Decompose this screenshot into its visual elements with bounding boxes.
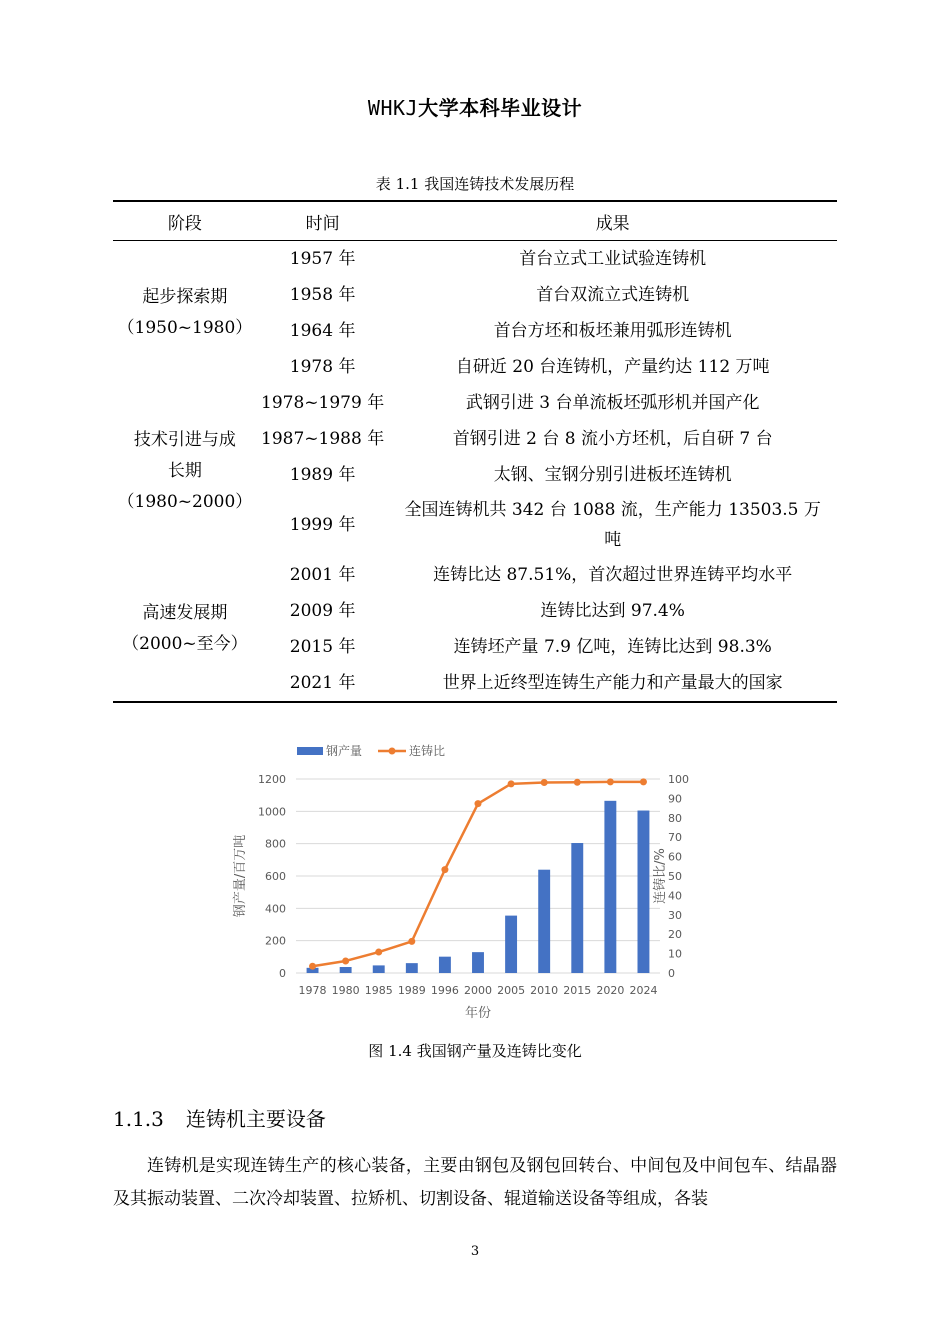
x-tick-label: 2015 — [563, 984, 592, 997]
result-cell: 连铸比达 87.51%，首次超过世界连铸平均水平 — [433, 565, 793, 585]
bar — [340, 967, 352, 973]
stage-period: （1950~1980） — [117, 318, 253, 338]
y-tick-label: 1200 — [258, 773, 286, 786]
bar — [505, 916, 517, 973]
stage-cell-2 — [113, 385, 257, 557]
table-header-row — [113, 201, 837, 241]
section-body-paragraph: 连铸机是实现连铸生产的核心装备，主要由钢包及钢包回转台、中间包及中间包车、结晶器及其振动装置、二次冷却装置、拉矫机、切割设备、辊道输送设备等组成，各装 — [113, 1156, 837, 1209]
header-result: 成果 — [388, 201, 837, 241]
y2-tick-label: 10 — [668, 947, 682, 961]
stage-cell-1 — [113, 241, 257, 386]
line-point — [607, 778, 614, 785]
result-cell: 世界上近终型连铸生产能力和产量最大的国家 — [442, 673, 783, 693]
table-row — [113, 241, 837, 278]
result-cell: 自研近 20 台连铸机，产量约达 112 万吨 — [455, 357, 770, 377]
result-cell: 首台立式工业试验连铸机 — [519, 249, 707, 269]
time-cell: 2015 年 — [289, 637, 356, 657]
line-point — [574, 779, 581, 786]
header-stage: 阶段 — [113, 201, 257, 241]
time-cell: 1978 年 — [289, 357, 356, 377]
table-row — [113, 385, 837, 421]
time-cell: 1989 年 — [289, 465, 356, 485]
time-cell: 2001 年 — [289, 565, 356, 585]
legend-label-line: 连铸比 — [409, 744, 446, 758]
y2-tick-label: 80 — [668, 811, 682, 825]
y2-tick-label: 40 — [668, 889, 682, 903]
stage-period: （1980~2000） — [117, 491, 253, 512]
y-tick-label: 200 — [265, 934, 286, 948]
result-line-2: 吨 — [604, 530, 622, 550]
bar — [604, 801, 616, 973]
time-cell: 1999 年 — [289, 515, 356, 535]
steel-output-chart — [230, 736, 689, 1026]
x-tick-label: 2010 — [530, 984, 559, 997]
result-cell: 连铸坯产量 7.9 亿吨，连铸比达到 98.3% — [453, 637, 772, 657]
y2-tick-label: 100 — [668, 773, 689, 786]
line-point — [441, 866, 448, 873]
section-heading — [113, 1103, 326, 1132]
chart-svg — [230, 736, 689, 1026]
result-cell: 连铸比达到 97.4% — [540, 601, 685, 621]
result-cell: 首台方坯和板坯兼用弧形连铸机 — [493, 321, 732, 341]
x-axis-ticks — [299, 984, 658, 997]
bar-series — [307, 801, 650, 973]
section-number: 1.1.3 — [113, 1107, 164, 1131]
y2-tick-label: 60 — [668, 850, 682, 864]
y-tick-label: 600 — [265, 870, 286, 883]
section-title: 连铸机主要设备 — [185, 1107, 326, 1131]
line-point — [541, 779, 548, 786]
y-axis-label: 钢产量/百万吨 — [233, 834, 248, 918]
time-cell: 1978~1979 年 — [261, 393, 385, 413]
stage-label: 技术引进与成 — [133, 429, 236, 450]
x-tick-label: 1985 — [364, 984, 393, 997]
bar — [406, 963, 418, 973]
legend-swatch-bar — [297, 747, 323, 755]
table-row — [113, 557, 837, 593]
series-line — [313, 782, 644, 966]
y2-tick-label: 0 — [668, 967, 675, 980]
x-tick-label: 1996 — [430, 984, 459, 997]
figure-caption: 图 1.4 我国钢产量及连铸比变化 — [368, 1042, 582, 1060]
x-tick-label: 2024 — [629, 984, 658, 997]
x-axis-label: 年份 — [464, 1006, 492, 1021]
time-cell: 1964 年 — [289, 321, 356, 341]
result-line-1: 全国连铸机共 342 台 1088 流，生产能力 13503.5 万 — [404, 500, 821, 520]
result-cell: 武钢引进 3 台单流板坯弧形机并国产化 — [465, 393, 760, 413]
y2-tick-label: 70 — [668, 831, 682, 845]
x-tick-label: 2020 — [596, 984, 625, 997]
result-cell: 首台双流立式连铸机 — [536, 285, 690, 305]
y2-tick-label: 90 — [668, 792, 682, 806]
stage-label: 起步探索期 — [142, 287, 228, 307]
y-tick-label: 0 — [279, 967, 286, 980]
line-point — [640, 778, 647, 785]
y-tick-label: 400 — [265, 902, 286, 916]
legend-label-bar: 钢产量 — [326, 744, 363, 758]
x-tick-label: 1989 — [397, 984, 426, 997]
result-cell: 太钢、宝钢分别引进板坯连铸机 — [493, 465, 732, 485]
stage-label-cont: 长期 — [167, 460, 202, 481]
chart-legend — [297, 743, 445, 758]
bar — [637, 811, 649, 973]
x-tick-label: 1978 — [298, 984, 327, 997]
header-time: 时间 — [257, 201, 389, 241]
page-header-title — [0, 92, 950, 121]
y2-tick-label: 50 — [668, 870, 682, 883]
x-tick-label: 2005 — [497, 984, 526, 997]
x-tick-label: 2000 — [464, 984, 492, 997]
line-point — [475, 800, 482, 807]
table-caption: 表 1.1 我国连铸技术发展历程 — [375, 175, 575, 193]
bar — [373, 965, 385, 973]
line-point — [342, 957, 349, 964]
header-title-cjk: 大学本科毕业设计 — [418, 96, 583, 120]
line-point — [408, 938, 415, 945]
legend-swatch-marker — [389, 748, 396, 755]
time-cell: 1987~1988 年 — [261, 429, 385, 449]
page-number: 3 — [470, 1244, 480, 1259]
time-cell: 1957 年 — [289, 249, 356, 269]
line-point — [375, 949, 382, 956]
time-cell: 2021 年 — [289, 673, 356, 693]
y-tick-label: 1000 — [258, 805, 286, 819]
time-cell: 2009 年 — [289, 601, 356, 621]
result-cell — [388, 493, 837, 557]
header-title-latin: WHKJ — [367, 96, 419, 120]
y-axis-ticks — [258, 773, 286, 980]
stage-cell-3 — [113, 557, 257, 702]
x-tick-label: 1980 — [331, 984, 360, 997]
y-tick-label: 800 — [265, 837, 286, 851]
result-cell: 首钢引进 2 台 8 流小方坯机，后自研 7 台 — [452, 429, 773, 449]
bar — [571, 843, 583, 973]
y2-axis-label: 连铸比/% — [653, 848, 668, 904]
history-table — [113, 200, 837, 703]
time-cell: 1958 年 — [289, 285, 356, 305]
y2-tick-label: 20 — [668, 928, 682, 942]
bar — [538, 870, 550, 973]
stage-period: （2000~至今） — [122, 634, 248, 654]
y2-axis-ticks — [668, 773, 689, 980]
bar — [472, 952, 484, 973]
bar — [439, 957, 451, 973]
line-point — [309, 963, 316, 970]
line-point — [508, 780, 515, 787]
stage-label: 高速发展期 — [142, 603, 228, 623]
y2-tick-label: 30 — [668, 908, 682, 922]
